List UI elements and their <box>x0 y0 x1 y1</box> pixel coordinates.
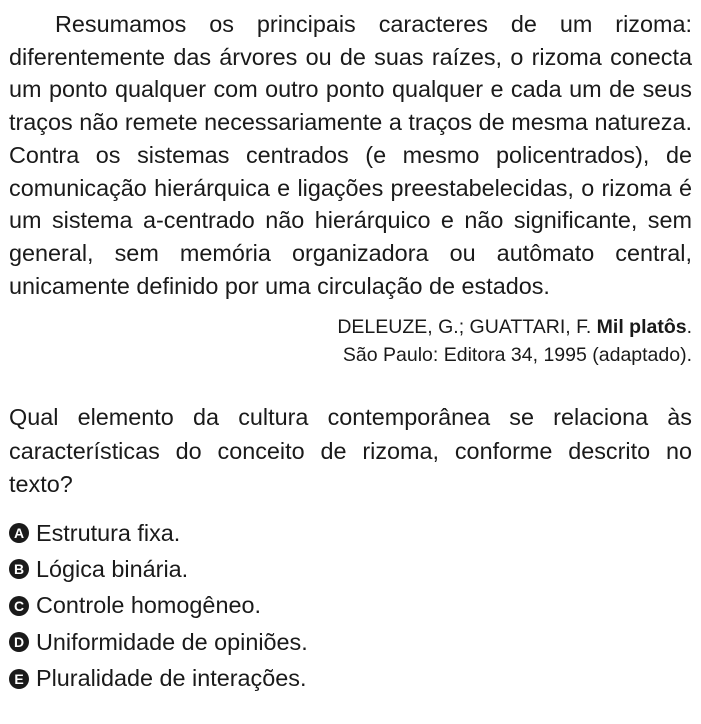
option-a-text: Estrutura fixa. <box>36 519 181 546</box>
passage-text: Resumamos os principais caracteres de um rizoma: diferentemente das árvores ou de suas raízes, o rizoma conecta um ponto qualquer com outro ponto qualquer e cada um de seus traços não remete necessariamente a traços de mesma natureza. Contra os sistemas centrados (e mesmo policentrados), de comunicação hierárquica e ligações preestabelecidas, o rizoma é um sistema a-centrado não hierárquico e não significante, sem general, sem memória organizadora ou autômato central, unicamente definido por uma circulação de estados. <box>9 11 692 299</box>
option-e-text: Pluralidade de interações. <box>36 665 307 692</box>
option-letter-d-icon: D <box>9 632 29 652</box>
option-d[interactable] <box>9 624 692 660</box>
option-b-text: Lógica binária. <box>36 555 189 582</box>
option-a[interactable] <box>9 515 692 551</box>
option-letter-e-icon: E <box>9 669 29 689</box>
option-b[interactable] <box>9 551 692 587</box>
citation-line-1 <box>9 313 692 341</box>
citation-book-suffix: . <box>686 316 692 339</box>
citation-authors: DELEUZE, G.; GUATTARI, F. <box>337 316 592 339</box>
citation-book-title: Mil platôs <box>596 316 687 339</box>
citation-publication: São Paulo: Editora 34, 1995 (adaptado). <box>342 344 692 367</box>
answer-options <box>9 515 692 697</box>
citation <box>9 313 692 369</box>
question-stem: Qual elemento da cultura contemporânea se relaciona às características do conceito de rizoma, conforme descrito no texto? <box>9 404 692 498</box>
option-letter-a-icon: A <box>9 523 29 543</box>
option-c[interactable] <box>9 588 692 624</box>
option-c-text: Controle homogêneo. <box>36 592 261 619</box>
option-letter-c-icon: C <box>9 596 29 616</box>
source-passage <box>9 8 692 302</box>
option-letter-b-icon: B <box>9 559 29 579</box>
option-d-text: Uniformidade de opiniões. <box>36 628 308 655</box>
option-e[interactable] <box>9 660 692 696</box>
